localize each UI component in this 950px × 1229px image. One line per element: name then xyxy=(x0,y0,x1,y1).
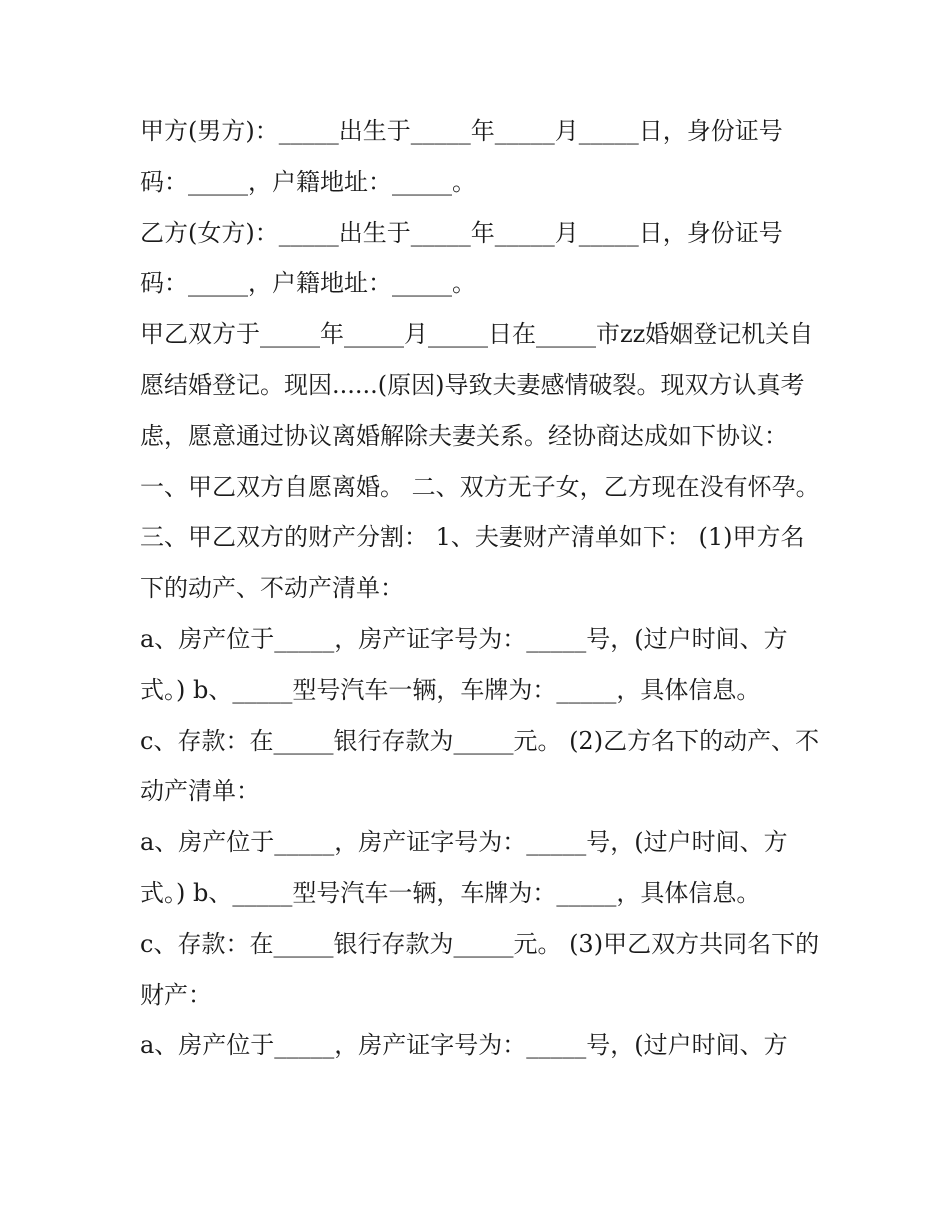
party-b-property-paragraph: a、房产位于_____，房产证字号为：_____号，(过户时间、方式。) b、_____型号汽车一辆，车牌为：_____，具体信息。 xyxy=(140,828,788,907)
party-a-deposit-paragraph: c、存款：在_____银行存款为_____元。 (2)乙方名下的动产、不动产清单： xyxy=(140,726,820,806)
joint-property-paragraph: a、房产位于_____，房产证字号为：_____号，(过户时间、方 xyxy=(140,1031,788,1060)
party-b-info-paragraph: 乙方(女方)：_____出生于_____年_____月_____日，身份证号码：_____，户籍地址：_____。 xyxy=(140,218,783,298)
marriage-background-paragraph: 甲乙双方于_____年_____月_____日在_____市zz婚姻登记机关自愿结婚登记。现因......(原因)导致夫妻感情破裂。现双方认真考虑，愿意通过协议离婚解除夫妻关系。经协商达成如下协议： xyxy=(140,320,814,450)
document-body xyxy=(140,106,820,1071)
party-b-deposit-paragraph: c、存款：在_____银行存款为_____元。 (3)甲乙双方共同名下的财产： xyxy=(140,929,820,1009)
party-a-info-paragraph: 甲方(男方)：_____出生于_____年_____月_____日，身份证号码：_____，户籍地址：_____。 xyxy=(140,117,783,196)
agreement-terms-paragraph: 一、甲乙双方自愿离婚。 二、双方无子女，乙方现在没有怀孕。 三、甲乙双方的财产分割： 1、夫妻财产清单如下： (1)甲方名下的动产、不动产清单： xyxy=(140,472,820,603)
party-a-property-paragraph: a、房产位于_____，房产证字号为：_____号，(过户时间、方式。) b、_____型号汽车一辆，车牌为：_____，具体信息。 xyxy=(140,624,788,704)
